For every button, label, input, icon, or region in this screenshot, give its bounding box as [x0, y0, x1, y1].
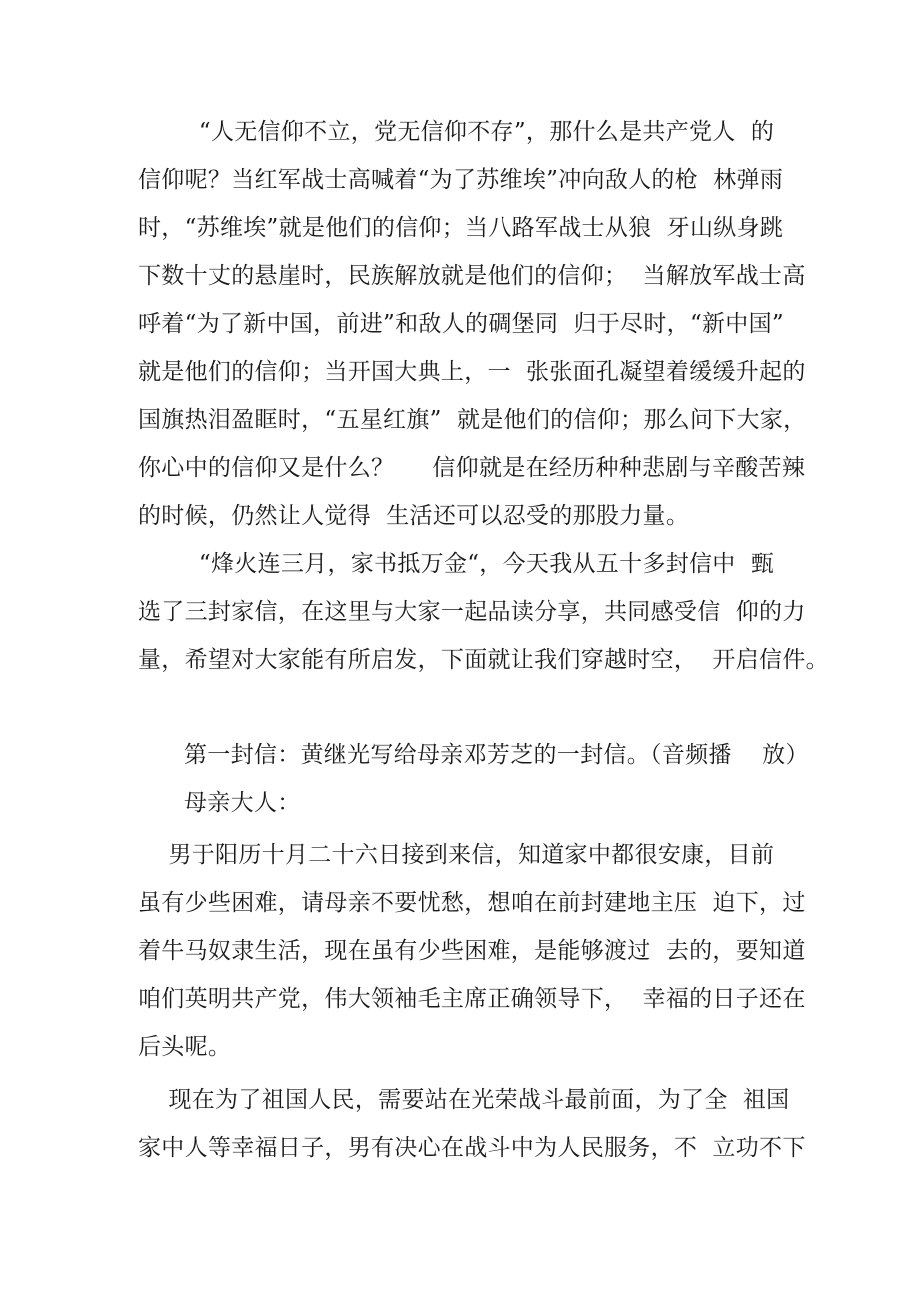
letter-salutation: 母亲大人： [184, 790, 301, 816]
letter-body-line: 虽有少些困难，请母亲不要忧愁，想咱在前封建地主压 迫下，过 [138, 890, 806, 916]
intro-line: 就是他们的信仰；当开国大典上，一 张张面孔凝望着缓缓升起的 [138, 359, 806, 385]
letters-intro-line: 选了三封家信，在这里与大家一起品读分享，共同感受信 仰的力 [138, 599, 806, 625]
letter-body-line: 咱们英明共产党，伟大领袖毛主席正确领导下， 幸福的日子还在 [138, 986, 806, 1012]
letters-intro-line: “烽火连三月，家书抵万金“，今天我从五十多封信中 甄 [138, 551, 775, 577]
letter-body-line: 着牛马奴隶生活，现在虽有少些困难，是能够渡过 去的，要知道 [138, 938, 806, 964]
intro-line: 信仰呢？当红军战士高喊着“为了苏维埃”冲向敌人的枪 林弹雨 [138, 167, 784, 193]
letter-body-line: 现在为了祖国人民，需要站在光荣战斗最前面，为了全 祖国 [138, 1087, 790, 1113]
intro-line: 国旗热泪盈眶时，“五星红旗” 就是他们的信仰；那么问下大家， [138, 407, 807, 433]
letter-body-line: 后头呢。 [138, 1034, 232, 1060]
intro-line: 你心中的信仰又是什么？ 信仰就是在经历种种悲剧与辛酸苦辣 [138, 455, 806, 481]
letter-body-line: 男于阳历十月二十六日接到来信，知道家中都很安康，目前 [138, 842, 775, 868]
intro-line: 的时候，仍然让人觉得 生活还可以忍受的那股力量。 [138, 503, 690, 529]
intro-line: 下数十丈的悬崖时，民族解放就是他们的信仰； 当解放军战士高 [138, 263, 806, 289]
letter-heading: 第一封信：黄继光写给母亲邓芳芝的一封信。（音频播 放） [184, 742, 809, 768]
letter-body-line: 家中人等幸福日子，男有决心在战斗中为人民服务，不 立功不下 [138, 1135, 806, 1161]
intro-line: 时，“苏维埃”就是他们的信仰；当八路军战士从狼 牙山纵身跳 [138, 215, 784, 241]
letters-intro-line: 量，希望对大家能有所启发，下面就让我们穿越时空， 开启信件。 [138, 647, 829, 673]
intro-line: 呼着“为了新中国，前进”和敌人的碉堡同 归于尽时，“新中国” [138, 311, 784, 337]
intro-line: “人无信仰不立，党无信仰不存”，那什么是共产党人 的 [138, 119, 775, 145]
